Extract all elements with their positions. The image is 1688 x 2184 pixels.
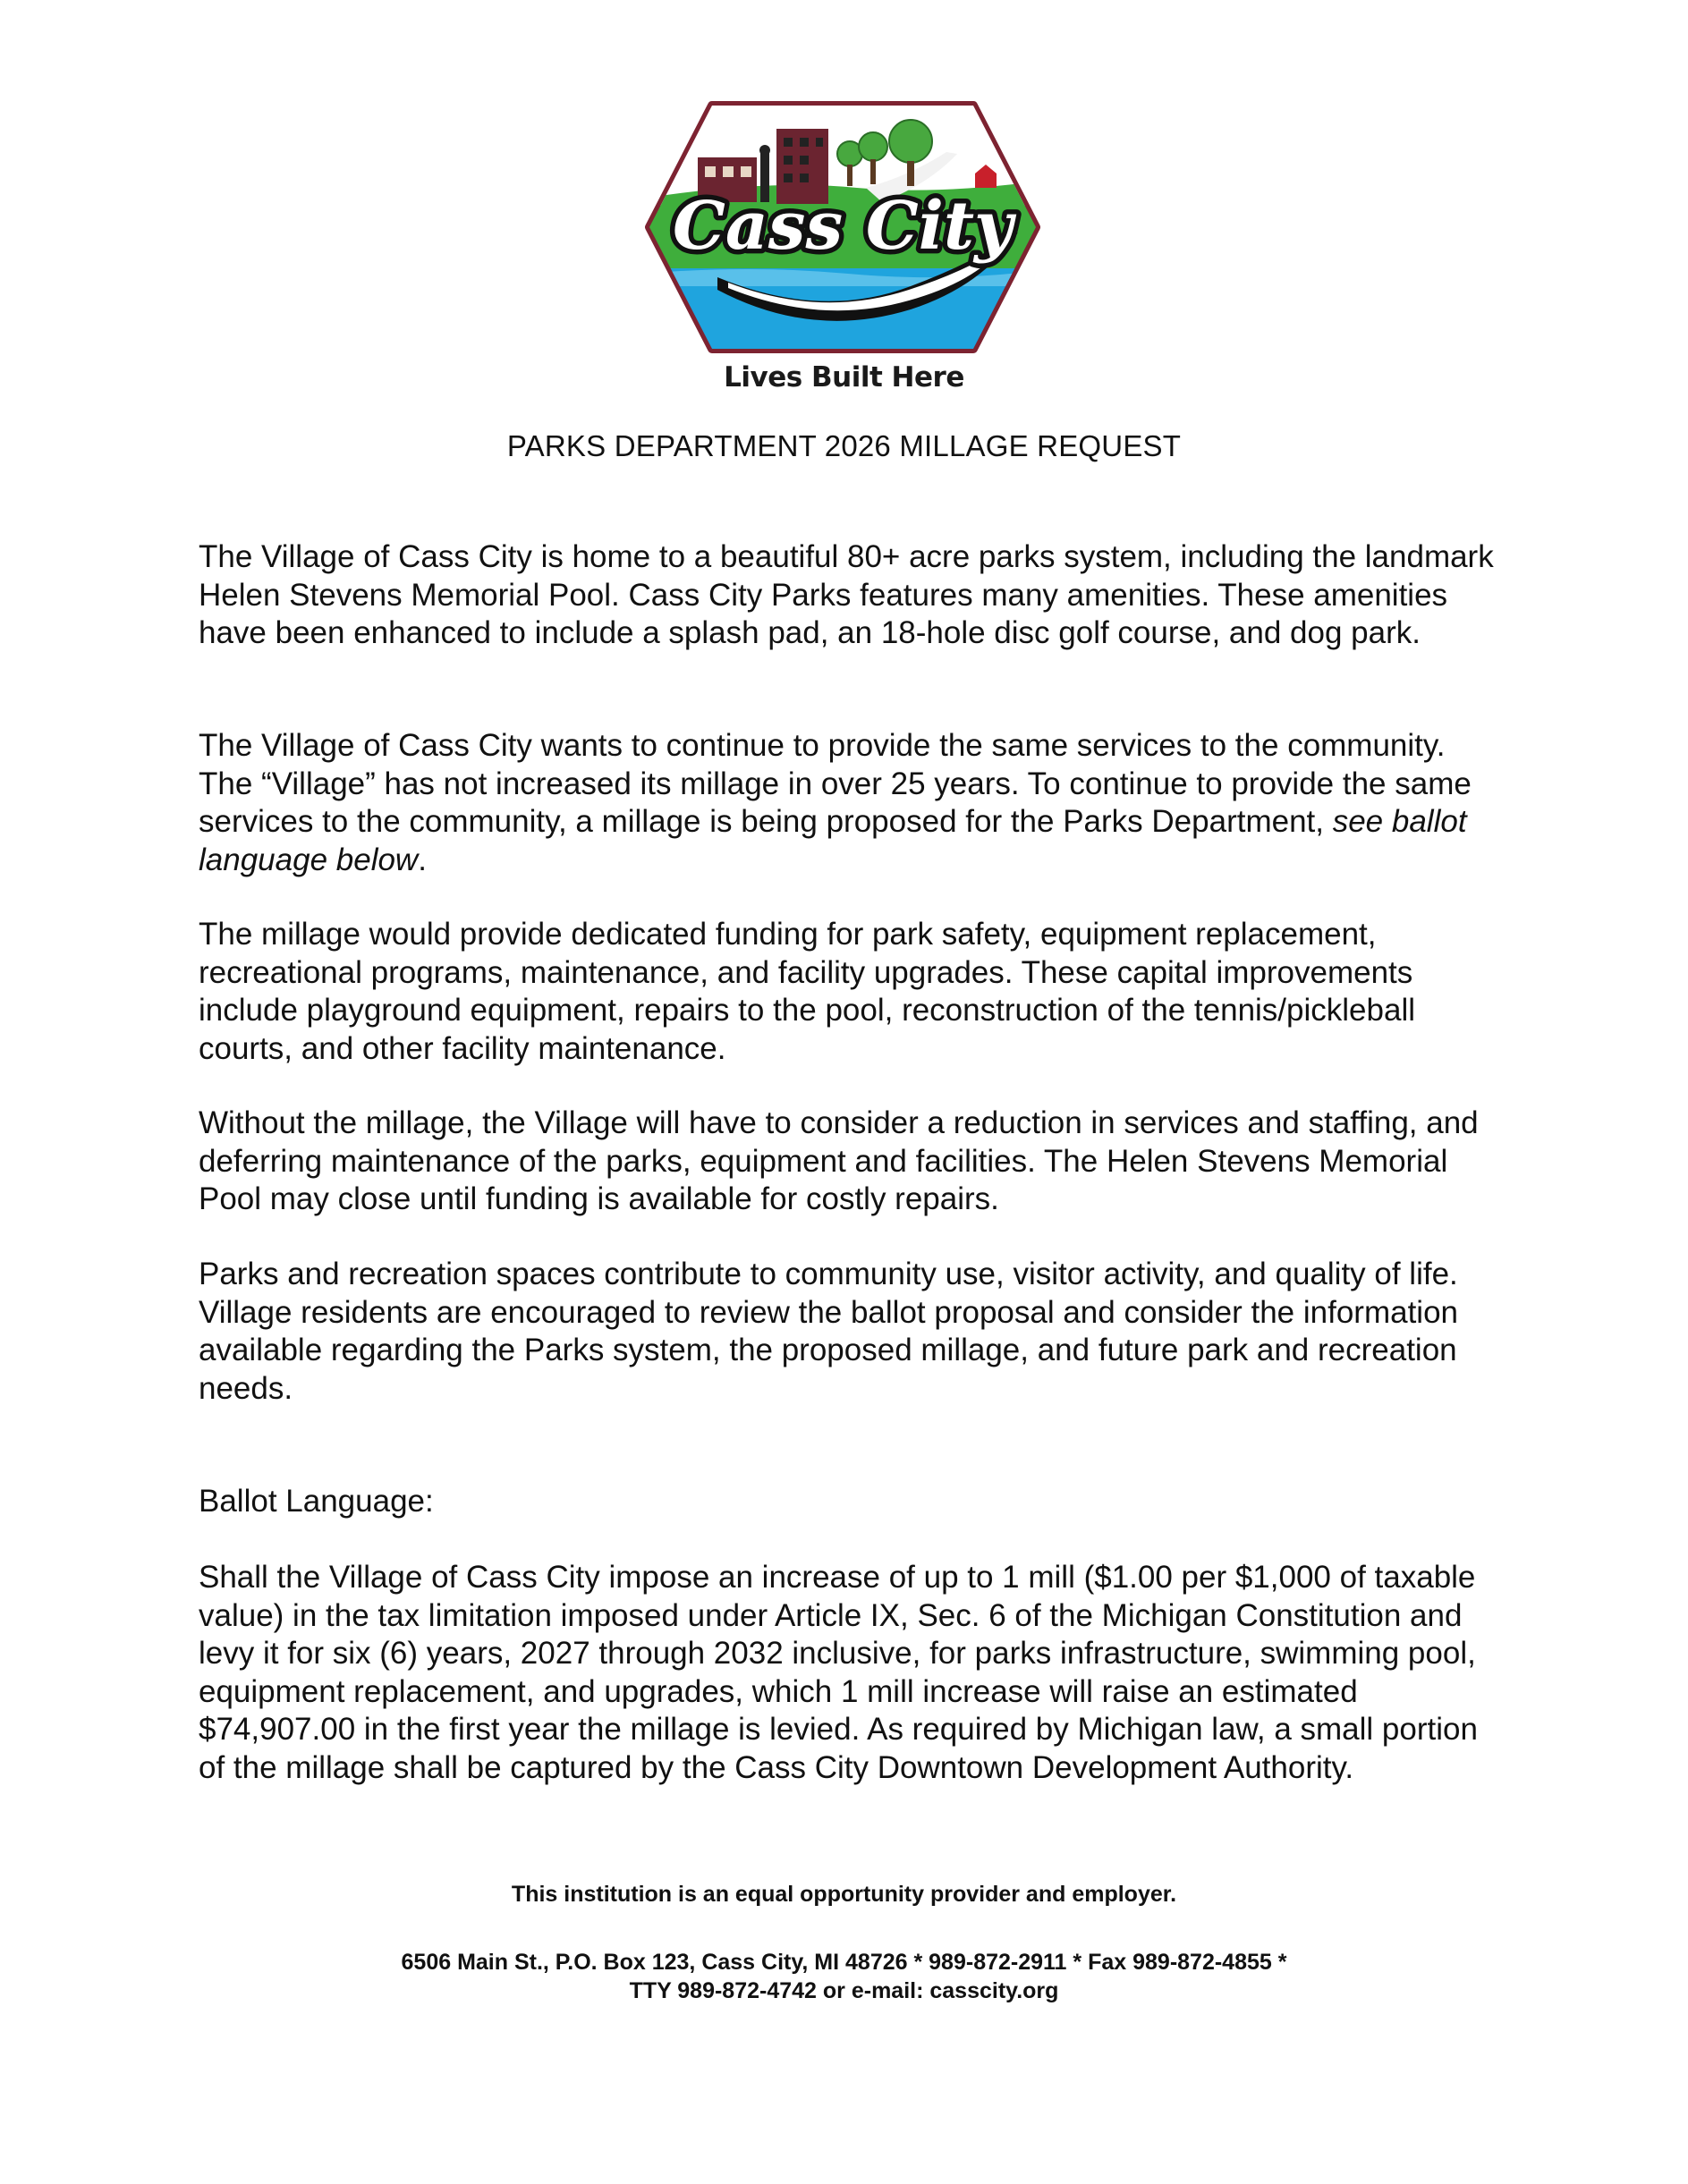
contact-tty-email-line: TTY 989-872-4742 or e-mail: casscity.org bbox=[629, 1978, 1059, 2003]
logo-wordmark: Cass City bbox=[672, 188, 1014, 265]
document-title: PARKS DEPARTMENT 2026 MILLAGE REQUEST bbox=[506, 429, 1182, 462]
ballot-reference: see ballot language below bbox=[199, 804, 1467, 877]
paragraph-millage-proposal-end: . bbox=[418, 842, 427, 877]
paragraph-recreation-spaces: Parks and recreation spaces contribute to community use, visitor activity, and quality of life. Village residents are encouraged to review the ballot proposal and consider the information available regarding the Parks system, the proposed millage, and future park and recreation needs. bbox=[199, 1257, 1458, 1406]
logo-tagline: Lives Built Here bbox=[724, 361, 964, 394]
paragraph-dedicated-funding: The millage would provide dedicated funding for park safety, equipment replacement, recreational programs, maintenance, and facility upgrades. These capital improvements include playground equipment, repairs to the pool, reconstruction of the tennis/pickleball courts, and other facility maintenance. bbox=[199, 917, 1415, 1066]
cass-city-logo bbox=[642, 98, 1043, 356]
paragraph-millage-proposal-text: The Village of Cass City wants to continue to provide the same services to the community. The “Village” has not increased its millage in over 25 years. To continue to provide the same services to the community, a millage is being proposed for the Parks Department, bbox=[199, 728, 1472, 839]
ballot-language-text: Shall the Village of Cass City impose an increase of up to 1 mill ($1.00 per $1,000 of taxable value) in the tax limitation imposed under Article IX, Sec. 6 of the Michigan Constitution and levy it for six (6) years, 2027 through 2032 inclusive, for parks infrastructure, swimming pool, equipment replacement, and upgrades, which 1 mill increase will raise an estimated $74,907.00 in the first year the millage is levied. As required by Michigan law, a small portion of the millage shall be captured by the Cass City Downtown Development Authority. bbox=[199, 1560, 1478, 1785]
equal-opportunity-statement: This institution is an equal opportunity provider and employer. bbox=[511, 1882, 1177, 1907]
paragraph-millage-proposal bbox=[199, 727, 1505, 879]
paragraph-parks-system: The Village of Cass City is home to a beautiful 80+ acre parks system, including the landmark Helen Stevens Memorial Pool. Cass City Parks features many amenities. These amenities have been enhanced to include a splash pad, an 18-hole disc golf course, and dog park. bbox=[199, 539, 1494, 650]
paragraph-without-millage: Without the millage, the Village will have to consider a reduction in services and staffing, and deferring maintenance of the parks, equipment and facilities. The Helen Stevens Memorial Pool may close until funding is available for costly repairs. bbox=[199, 1105, 1479, 1216]
contact-address-line: 6506 Main St., P.O. Box 123, Cass City, MI 48726 * 989-872-2911 * Fax 989-872-4855 * bbox=[401, 1950, 1287, 1975]
ballot-language-heading: Ballot Language: bbox=[199, 1484, 434, 1519]
